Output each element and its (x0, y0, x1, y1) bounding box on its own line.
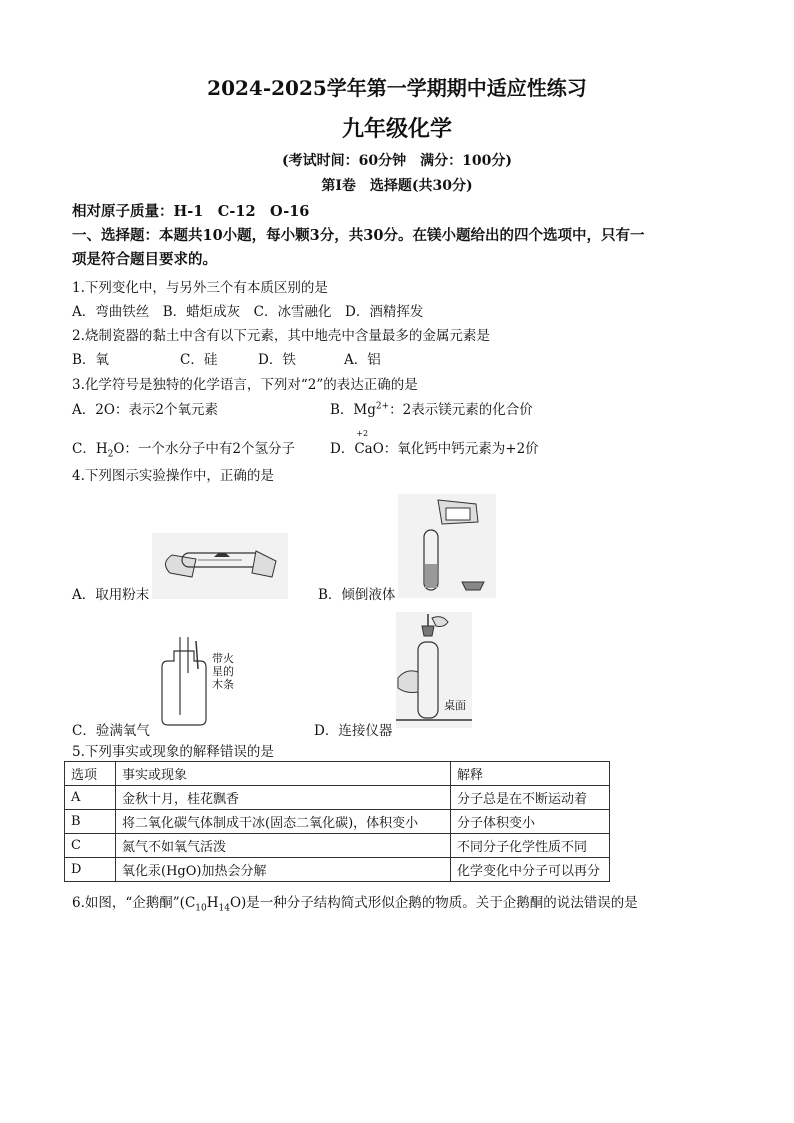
q2-option-4: A．铝 (344, 352, 381, 368)
exam-subject: 九年级化学 (341, 116, 452, 142)
table-row: B 将二氧化碳气体制成干冰(固态二氧化碳)，体积变小 分子体积变小 (65, 810, 610, 834)
q2-option-2: C．硅 (180, 352, 218, 368)
q5-table (64, 761, 610, 882)
q1-stem: 1.下列变化中，与另外三个有本质区别的是 (72, 280, 328, 296)
q3-option-c: C．$H_2O$：一个水分子中有2个氢分子 (72, 441, 296, 460)
q3-stem: 3.化学符号是独特的化学语言，下列对“2”的表达正确的是 (72, 377, 418, 393)
q2-option-1: B．氧 (72, 352, 109, 368)
q4-option-a: A．取用粉末 (72, 587, 150, 603)
q3-option-b: B．$Mg^{2+}$：2表示镁元素的化合价 (330, 401, 533, 418)
q4-option-b: B．倾倒液体 (318, 587, 396, 603)
q4-fig-d-label: 桌面 (444, 699, 466, 712)
q2-option-3: D．铁 (258, 352, 296, 368)
exam-info: (考试时间：60分钟 满分：100分) (282, 153, 512, 169)
section1-instructions: 一、选择题：本题共10小题，每小颗3分，共30分。在镁小题给出的四个选项中，只有一 (72, 227, 645, 244)
table-row: A 金秋十月，桂花飘香 分子总是在不断运动着 (65, 786, 610, 810)
atomic-mass: 相对原子质量：H-1 C-12 O-16 (72, 203, 310, 220)
part-title: 第Ⅰ卷 选择题(共30分) (321, 178, 473, 194)
q3-option-d: D． +2 CaO：氧化钙中钙元素为+2价 (330, 429, 539, 457)
q4-stem: 4.下列图示实验操作中，正确的是 (72, 468, 274, 484)
q1-options: A．弯曲铁丝 B．蜡炬成灰 C．冰雪融化 D．酒精挥发 (72, 304, 424, 320)
q5-stem: 5.下列事实或现象的解释错误的是 (72, 744, 274, 760)
exam-title: 2024-2025学年第一学期期中适应性练习 (207, 76, 587, 100)
figure-pour-liquid-icon (398, 494, 496, 598)
q3-option-a: A．2O：表示2个氧元素 (72, 402, 218, 418)
figure-powder-icon (152, 533, 288, 599)
table-row: C 氮气不如氧气活泼 不同分子化学性质不同 (65, 834, 610, 858)
section1-instructions-cont: 项是符合题目要求的。 (72, 251, 217, 268)
valence-mark: +2 (356, 429, 369, 438)
q4-option-c: C．验满氧气 (72, 723, 150, 739)
q4-option-d: D．连接仪器 (314, 723, 393, 739)
table-row: D 氧化汞(HgO)加热会分解 化学变化中分子可以再分 (65, 858, 610, 882)
table-header-row: 选项 事实或现象 解释 (65, 762, 610, 786)
q2-stem: 2.烧制瓷器的黏土中含有以下元素，其中地壳中含量最多的金属元素是 (72, 328, 490, 344)
q4-fig-c-labels: 带火 星的 木条 (212, 652, 234, 691)
q6-stem: 6.如图，“企鹅酮$”(C_{10}H_{14}O)$是一种分子结构简式形似企鹅的物质。关于企鹅酮的说法错误的是 (72, 895, 638, 914)
